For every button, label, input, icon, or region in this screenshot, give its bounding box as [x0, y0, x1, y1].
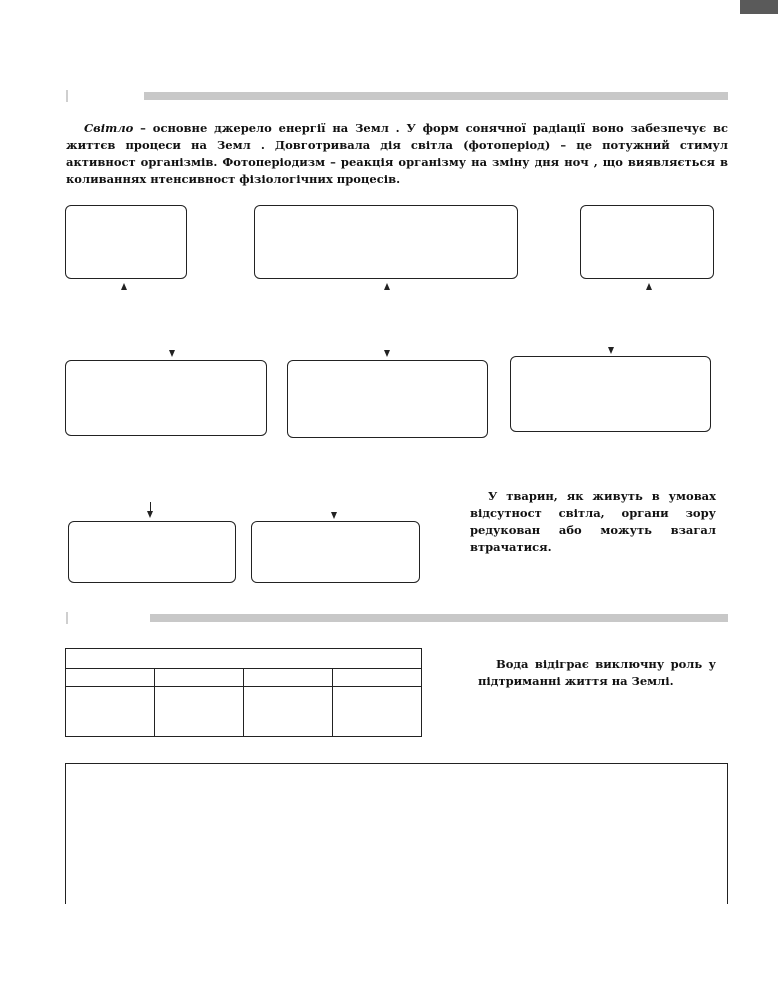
table-cell[interactable]	[244, 687, 333, 737]
arrow-up-icon	[384, 283, 390, 290]
section-marker	[66, 612, 68, 624]
answer-box-middle-center[interactable]	[287, 360, 488, 438]
table-cell[interactable]	[155, 687, 244, 737]
answer-box-middle-right[interactable]	[510, 356, 711, 432]
arrow-up-icon	[646, 283, 652, 290]
section-header-bar	[150, 614, 728, 622]
arrow-down-icon	[147, 511, 153, 518]
table-cell[interactable]	[333, 669, 422, 687]
intro-paragraph	[66, 120, 728, 188]
table-cell[interactable]	[66, 669, 155, 687]
arrow-down-icon	[331, 512, 337, 519]
answer-box-bottom-center[interactable]	[251, 521, 420, 583]
answer-box-middle-left[interactable]	[65, 360, 267, 436]
table-cell[interactable]	[66, 687, 155, 737]
intro-term: Світло	[84, 121, 134, 135]
arrow-down-icon	[608, 347, 614, 354]
answer-frame-large[interactable]	[65, 763, 728, 904]
answer-box-bottom-left[interactable]	[68, 521, 236, 583]
water-note: Вода відіграє виключну роль у підтриманні життя на Землі.	[478, 657, 716, 688]
table-header-cell[interactable]	[66, 649, 422, 669]
water-table	[65, 648, 422, 737]
arrow-up-icon	[121, 283, 127, 290]
animals-note: У тварин, як живуть в умовах відсутност світла, органи зору редукован або можуть взагал втрачатися.	[470, 489, 716, 554]
section-marker	[66, 90, 68, 102]
table-cell[interactable]	[244, 669, 333, 687]
table-cell[interactable]	[155, 669, 244, 687]
arrow-down-icon	[169, 350, 175, 357]
intro-text: – основне джерело енергії на Земл . У форм сонячної радіації воно забезпечує вс життєв процеси на Земл . Довготривала дія світла (фотоперіод) – це потужний стимул активност організмів. Фотоперіодизм – реакція організму на зміну дня ноч , що виявляється в коливаннях нтенсивност фізіологічних процесів.	[66, 121, 728, 186]
answer-box-top-center[interactable]	[254, 205, 518, 279]
page-corner-tab	[740, 0, 778, 14]
arrow-down-icon	[384, 350, 390, 357]
table-cell[interactable]	[333, 687, 422, 737]
section-header-bar	[144, 92, 728, 100]
answer-box-top-right[interactable]	[580, 205, 714, 279]
answer-box-top-left[interactable]	[65, 205, 187, 279]
